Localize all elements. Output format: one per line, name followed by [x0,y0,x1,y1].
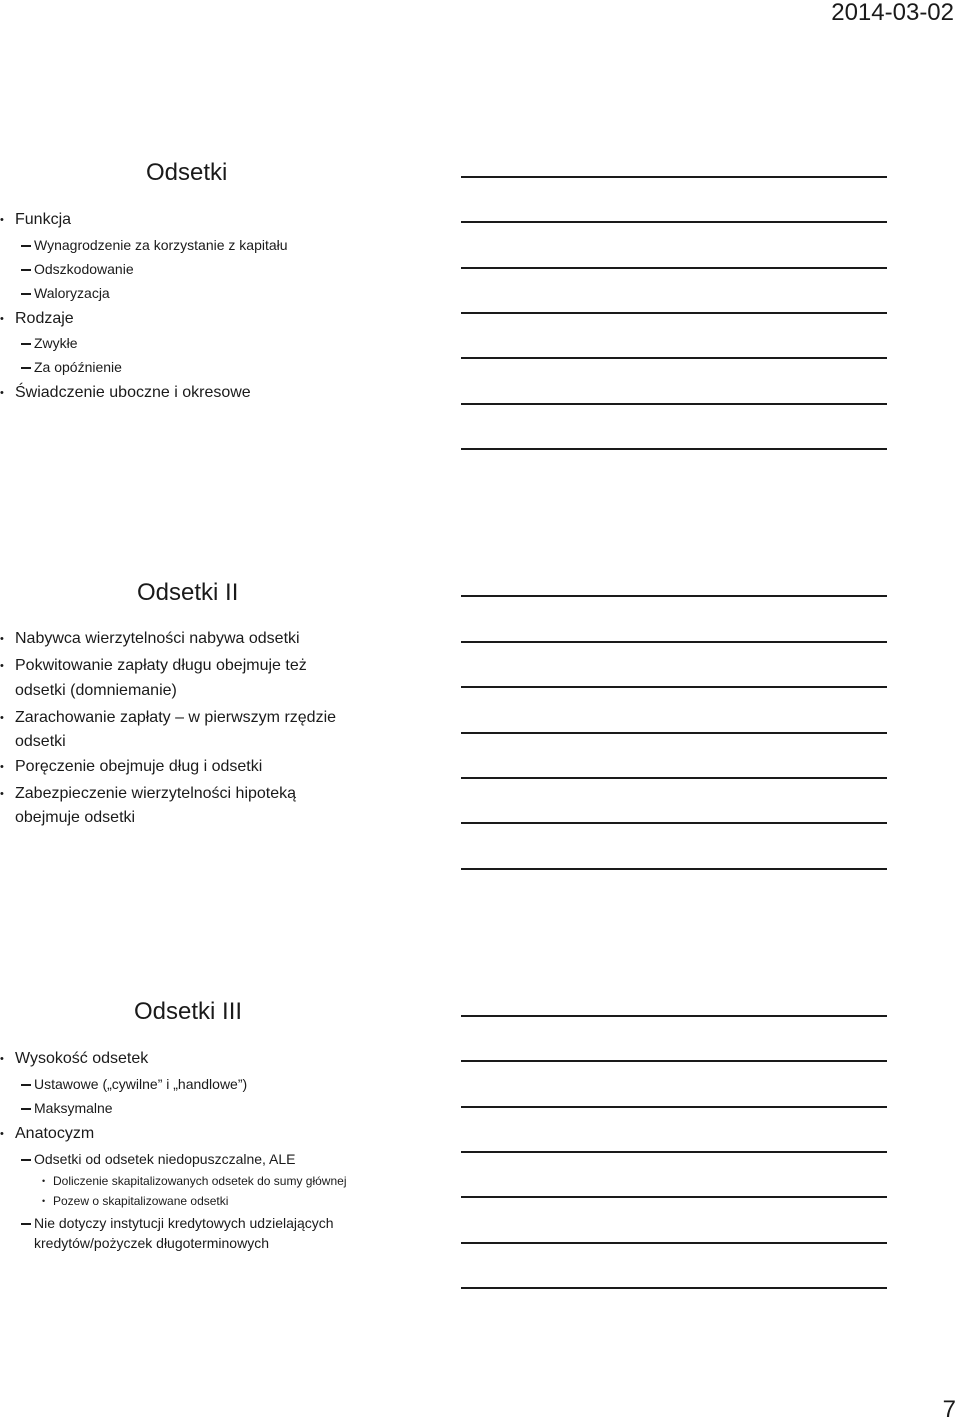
note-line [461,1287,887,1289]
note-line [461,1151,887,1153]
sub-bullet-item: • Pozew o skapitalizowane odsetki [53,1193,228,1209]
header-date: 2014-03-02 [831,0,954,26]
sub-bullet-item: • Doliczenie skapitalizowanych odsetek do sumy głównej [53,1173,346,1189]
dash-item: Odsetki od odsetek niedopuszczalne, ALE [34,1151,296,1167]
dash-item: Ustawowe („cywilne” i „handlowe”) [34,1076,248,1092]
note-line [461,1242,887,1244]
bullet-item: • Świadczenie uboczne i okresowe [15,383,251,403]
bullet-item: • Anatocyzm [15,1124,94,1144]
bullet-continuation: obejmuje odsetki [15,809,136,826]
note-line [461,1060,887,1062]
page-number: 7 [942,1396,956,1423]
slide-title: Odsetki III [134,998,243,1025]
bullet-item: • Nabywca wierzytelności nabywa odsetki [15,629,300,649]
note-line [461,1015,887,1017]
bullet-item: • Zarachowanie zapłaty – w pierwszym rzędzie [15,708,336,728]
dash-item: Zwykłe [34,335,78,351]
bullet-item: • Zabezpieczenie wierzytelności hipoteką [15,784,296,804]
slide-3 [0,0,440,1300]
dash-item: Maksymalne [34,1100,113,1116]
dash-item: Nie dotyczy instytucji kredytowych udzielających [34,1215,334,1231]
bullet-continuation: odsetki (domniemanie) [15,682,177,699]
bullet-item: • Poręczenie obejmuje dług i odsetki [15,757,262,777]
note-line [461,1196,887,1198]
dash-item: Wynagrodzenie za korzystanie z kapitału [34,237,288,253]
dash-item: Waloryzacja [34,285,110,301]
dash-item: Odszkodowanie [34,261,134,277]
bullet-item: • Wysokość odsetek [15,1049,148,1069]
dash-continuation: kredytów/pożyczek długoterminowych [34,1235,269,1251]
note-line [461,1106,887,1108]
bullet-item: • Funkcja [15,210,71,230]
notes-lines-3 [461,0,887,1300]
slide-title: Odsetki [146,159,228,186]
bullet-item: • Rodzaje [15,309,74,329]
dash-item: Za opóźnienie [34,359,122,375]
bullet-continuation: odsetki [15,733,66,750]
bullet-item: • Pokwitowanie zapłaty długu obejmuje też [15,656,307,676]
slide-title: Odsetki II [137,579,239,606]
